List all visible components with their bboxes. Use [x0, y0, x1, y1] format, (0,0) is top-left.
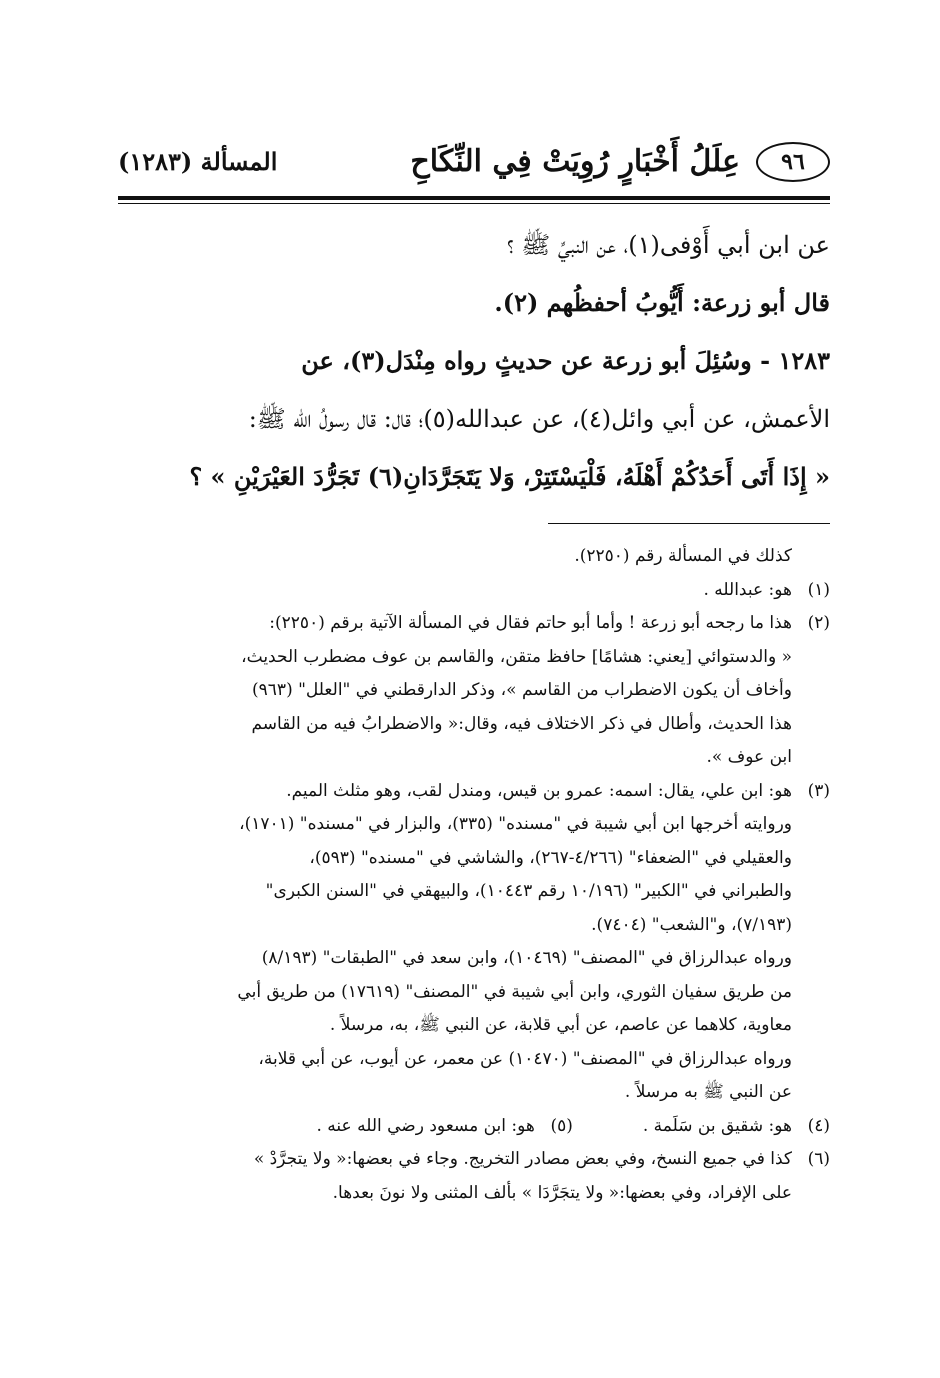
- footnote-6: [118, 1143, 830, 1210]
- footnote-line: ابن عوف ».: [706, 747, 792, 767]
- footnote-line: وأخاف أن يكون الاضطراب من القاسم »، وذكر الدارقطني في "العلل" (٩٦٣): [252, 680, 792, 700]
- footnote-line: هذا الحديث، وأطال في ذكر الاختلاف فيه، وقال:« والاضطرابُ فيه من القاسم: [251, 713, 792, 734]
- footnote-line: هذا ما رجحه أبو زرعة ! وأما أبو حاتم فقال في المسألة الآتية برقم (٢٢٥٠):: [269, 613, 792, 633]
- footnote-line: وروايته أخرجها ابن أبي شيبة في "مسنده" (٣٣٥)، والبزار في "مسنده" (١٧٠١)،: [239, 814, 792, 834]
- footnote-number: (٦): [807, 1149, 830, 1169]
- issue-1283-line-1: ١٢٨٣ - وسُئِلَ أبو زرعة عن حديثٍ رواه مِنْدَل(٣)، عن: [301, 346, 830, 375]
- page-header: [118, 140, 830, 194]
- footnote-number: (٤): [807, 1115, 830, 1136]
- footnote-line: عن النبي ﷺ به مرسلاً .: [624, 1082, 792, 1102]
- paragraph-1: عن ابن أبي أَوْفى(١)، عن النبيِّ ﷺ ؟: [506, 231, 830, 259]
- paragraph-2: قال أبو زرعة: أَيُّوبُ أحفظُهم (٢).: [494, 288, 830, 317]
- hadith-text: « إِذَا أَتَى أَحَدُكُمْ أَهْلَهُ، فَلْيَسْتَتِرْ، وَلا يَتَجَرَّدَانِ(٦) تَجَرُّدَ العَيْرَيْنِ » ؟: [189, 462, 830, 491]
- header-rule: [118, 196, 830, 200]
- footnote-line: هو: ابن مسعود رضي الله عنه .: [316, 1115, 535, 1136]
- footnote-line: (٧/١٩٣)، و"الشعب" (٧٤٠٤).: [591, 914, 792, 935]
- paragraph-3: [118, 332, 830, 506]
- footnote-4: [643, 1110, 830, 1144]
- footnote-5: [316, 1110, 572, 1144]
- footnote-line: معاوية، كلاهما عن عاصم، عن أبي قلابة، عن النبي ﷺ، به، مرسلاً .: [329, 1015, 792, 1035]
- footnote-lead: كذلك في المسألة رقم (٢٢٥٠).: [574, 546, 792, 566]
- page-number: ٩٦: [756, 142, 830, 182]
- footnotes: [118, 540, 830, 1210]
- footnote-line: هو: عبدالله .: [703, 579, 792, 600]
- book-title: عِلَلُ أَخْبَارٍ رُوِيَتْ فِي النِّكَاحِ: [410, 144, 740, 179]
- footnote-line: والطبراني في "الكبير" (١٠/١٩٦ رقم ١٠٤٤٣)، والبيهقي في "السنن الكبرى": [265, 881, 792, 901]
- footnote-line: من طريق سفيان الثوري، وابن أبي شيبة في "المصنف" (١٧٦١٩) من طريق أبي: [237, 981, 792, 1002]
- footnote-line: هو: شقيق بن سَلَمة .: [642, 1115, 792, 1136]
- footnote-2: [118, 607, 830, 775]
- footnote-line: ورواه عبدالرزاق في "المصنف" (١٠٤٦٩)، وابن سعد في "الطبقات" (٨/١٩٣): [261, 948, 792, 968]
- footnote-line: « والدستوائي [يعني: هشامًا] حافظ متقن، والقاسم بن عوف مضطرب الحديث،: [241, 646, 792, 667]
- footnote-3: [118, 775, 830, 1110]
- issue-label: المسألة (١٢٨٣): [118, 147, 278, 176]
- footnote-number: (٥): [550, 1115, 573, 1136]
- footnote-number: (١): [807, 579, 830, 600]
- footnote-line: والعقيلي في "الضعفاء" (٤/٢٦٦-٢٦٧)، والشاشي في "مسنده" (٥٩٣)،: [309, 847, 792, 868]
- main-text: [118, 216, 830, 506]
- footnote-number: (٣): [807, 780, 830, 801]
- header-rule-thin: [118, 203, 830, 204]
- footnote-line: ورواه عبدالرزاق في "المصنف" (١٠٤٧٠) عن معمر، عن أيوب، عن أبي قلابة،: [258, 1048, 792, 1069]
- footnote-1: [118, 574, 830, 608]
- footnote-line: على الإفراد، وفي بعضها:« ولا يتجَرَّدَا » بألف المثنى ولا نونَ بعدها.: [332, 1182, 792, 1203]
- footnote-separator: [548, 523, 830, 524]
- issue-1283-line-2: الأعمش، عن أبي وائل(٤)، عن عبدالله(٥)؛ قال: قال رسولُ الله ﷺ:: [248, 405, 830, 433]
- footnotes-4-5: [118, 1110, 830, 1144]
- footnote-line: كذا في جميع النسخ، وفي بعض مصادر التخريج. وجاء في بعضها:« ولا يتجرَّدْ »: [253, 1149, 792, 1169]
- footnote-number: (٢): [807, 613, 830, 633]
- footnote-line: هو: ابن علي، يقال: اسمه: عمرو بن قيس، ومندل لقب، وهو مثلث الميم.: [286, 780, 792, 801]
